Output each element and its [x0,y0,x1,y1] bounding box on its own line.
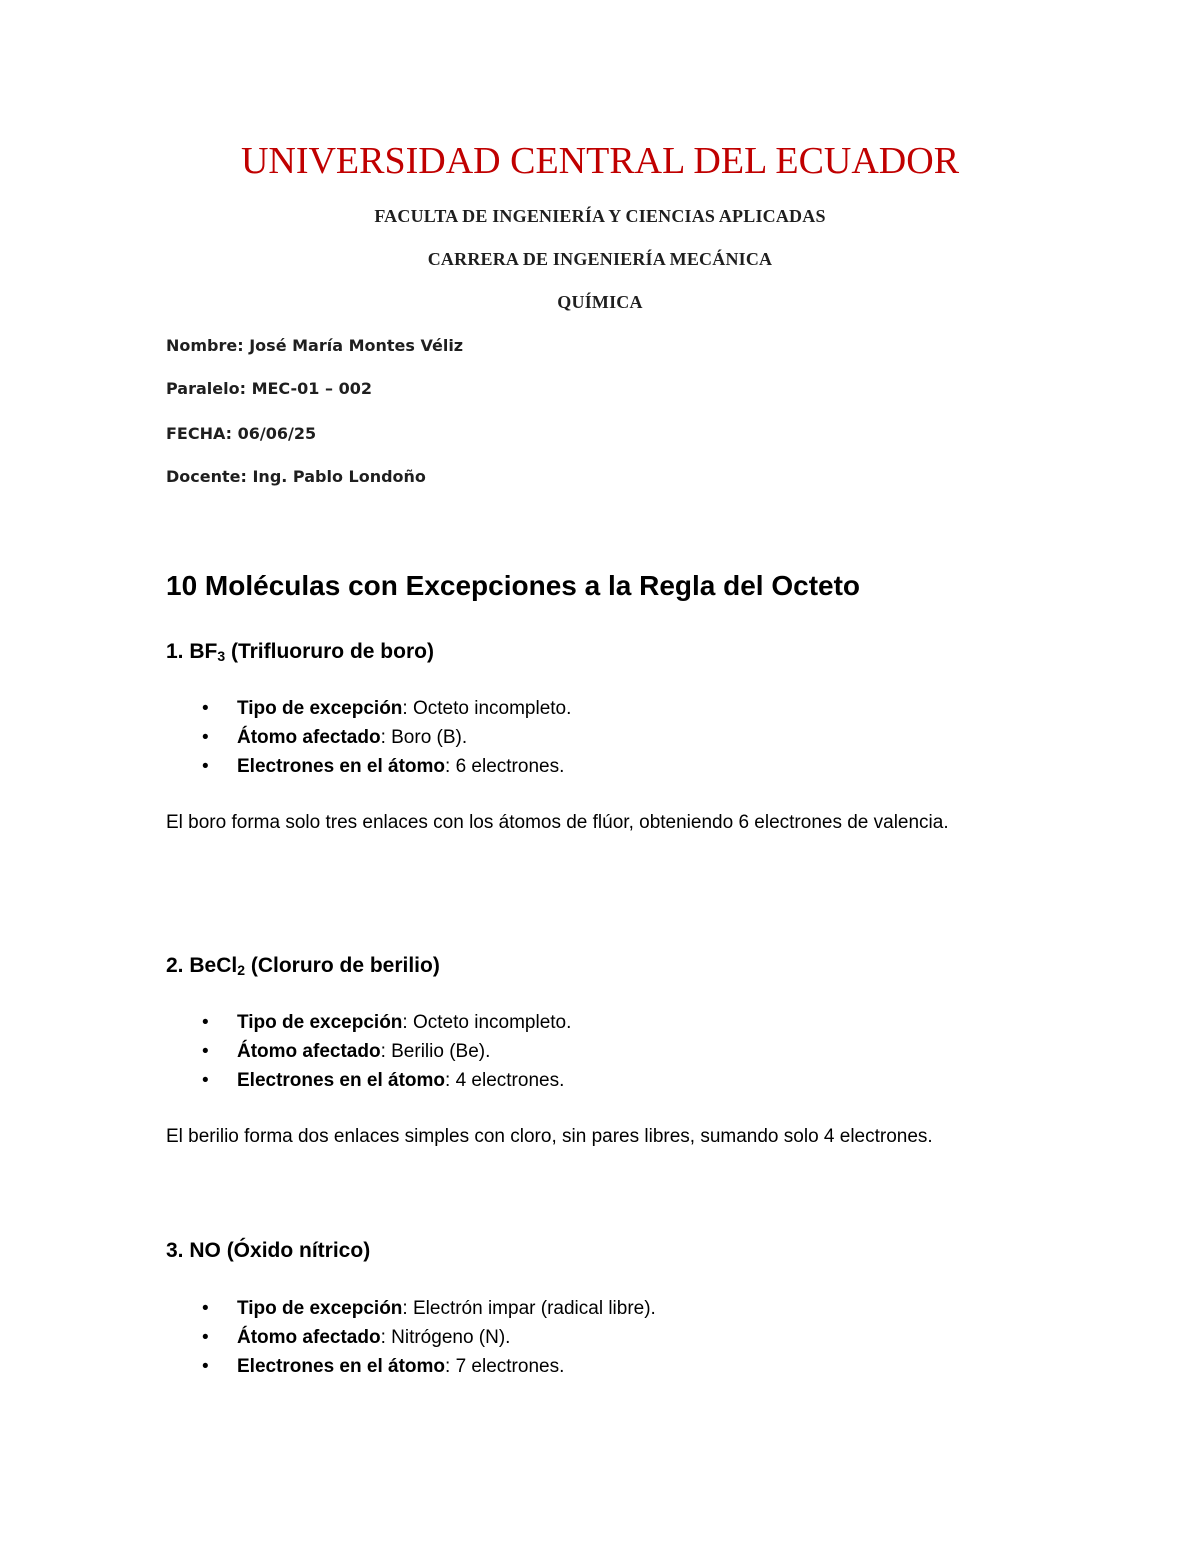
bullet-icon: • [202,1298,209,1319]
section-bullet-list [166,1294,656,1381]
item-label: Átomo afectado [237,1041,381,1062]
document-title: 10 Moléculas con Excepciones a la Regla del Octeto [166,570,861,601]
section-heading [166,1237,370,1265]
item-value: : 4 electrones. [445,1070,565,1091]
item-label: Átomo afectado [237,727,381,748]
bullet-icon: • [202,1041,209,1062]
bullet-icon: • [202,1070,209,1091]
list-item [166,694,571,723]
section-heading [166,638,434,670]
item-label: Electrones en el átomo [237,1356,446,1377]
list-item [166,1323,656,1352]
formula-subscript: 2 [237,962,245,978]
list-item [166,752,571,781]
bullet-icon: • [202,756,209,777]
subject-title: QUÍMICA [557,292,643,312]
list-item [166,1008,571,1037]
list-item [166,1294,656,1323]
item-label: Tipo de excepción [237,1012,403,1033]
molecule-name: (Trifluoruro de boro) [225,640,434,663]
bullet-icon: • [202,698,209,719]
section-bullet-list [166,1008,571,1095]
student-name: Nombre: José María Montes Véliz [166,336,464,355]
item-label: Tipo de excepción [237,1298,403,1319]
section-paragraph: El berilio forma dos enlaces simples con cloro, sin pares libres, sumando solo 4 electrones. [166,1126,933,1147]
item-value: : Berilio (Be). [380,1041,491,1062]
list-item [166,1037,571,1066]
formula-subscript: 3 [217,648,226,664]
bullet-icon: • [202,727,209,748]
section-paragraph: El boro forma solo tres enlaces con los átomos de flúor, obteniendo 6 electrones de valencia. [166,812,949,833]
teacher-name: Docente: Ing. Pablo Londoño [166,467,426,486]
item-value: : Electrón impar (radical libre). [402,1298,656,1319]
student-paralelo: Paralelo: MEC-01 – 002 [166,379,372,398]
molecule-name: (Cloruro de berilio) [245,954,440,977]
bullet-icon: • [202,1327,209,1348]
faculty-title: FACULTA DE INGENIERÍA Y CIENCIAS APLICADAS [374,206,826,226]
item-label: Tipo de excepción [237,698,403,719]
list-item [166,1066,571,1095]
section-bullet-list [166,694,571,781]
molecule-formula: 2. BeCl [166,954,238,977]
item-label: Átomo afectado [237,1327,381,1348]
list-item [166,1352,656,1381]
molecule-formula: 1. BF [166,640,218,663]
item-value: : Nitrógeno (N). [380,1327,511,1348]
career-title: CARRERA DE INGENIERÍA MECÁNICA [427,249,773,269]
item-label: Electrones en el átomo [237,756,446,777]
item-value: : Octeto incompleto. [402,698,572,719]
molecule-name: (Óxido nítrico) [220,1239,371,1262]
molecule-formula: 3. NO [166,1239,221,1262]
list-item [166,723,571,752]
item-value: : 7 electrones. [445,1356,565,1377]
document-date: FECHA: 06/06/25 [166,424,317,443]
university-title: UNIVERSIDAD CENTRAL DEL ECUADOR [240,140,960,182]
section-heading [166,952,440,984]
bullet-icon: • [202,1012,209,1033]
item-value: : Octeto incompleto. [402,1012,572,1033]
item-label: Electrones en el átomo [237,1070,446,1091]
item-value: : 6 electrones. [445,756,565,777]
bullet-icon: • [202,1356,209,1377]
item-value: : Boro (B). [380,727,468,748]
